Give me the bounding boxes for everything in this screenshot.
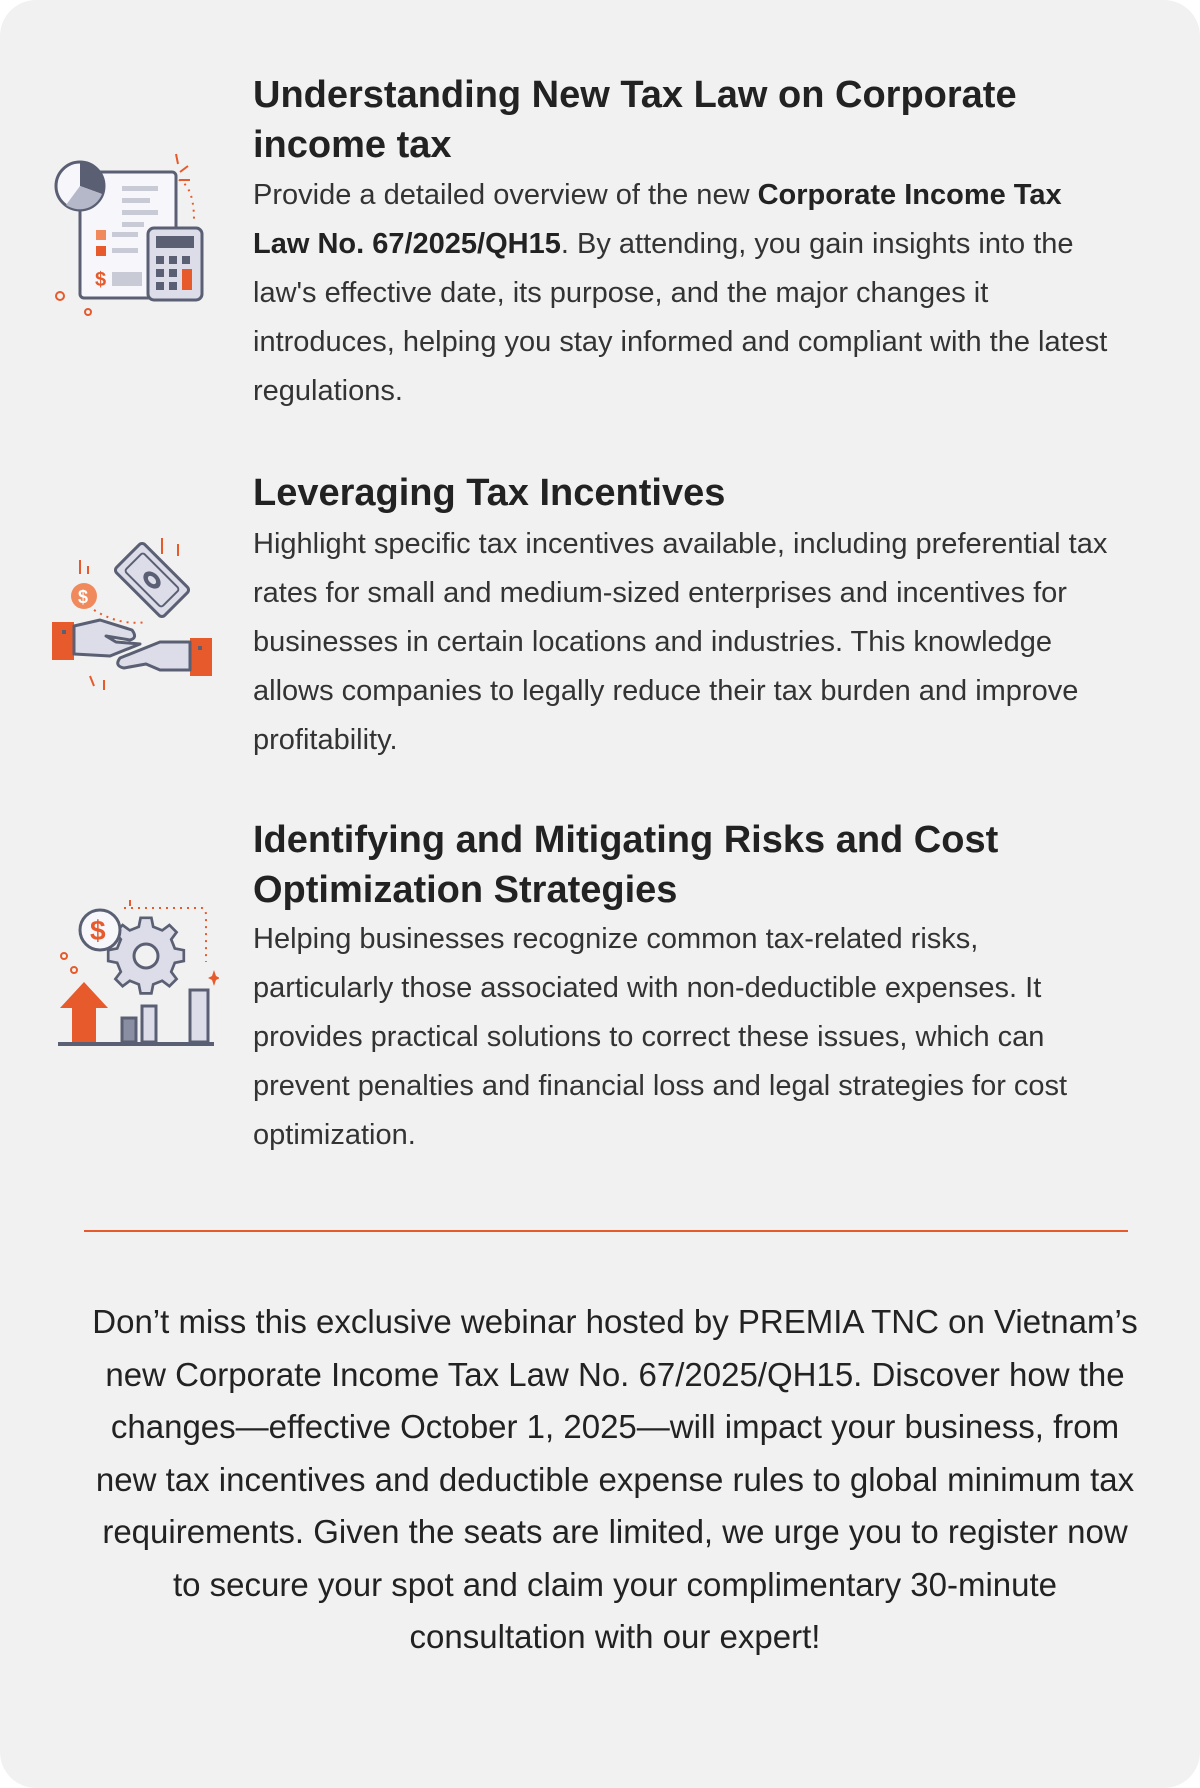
svg-text:$: $ <box>78 587 89 607</box>
divider <box>84 1230 1128 1232</box>
closing-paragraph: Don’t miss this exclusive webinar hosted by PREMIA TNC on Vietnam’s new Corporate Income Tax Law No. 67/2025/QH15. Discover how the changes—effective October 1, 2025—will impact your business, from new tax incentives and deductible expense rules to global minimum tax requirements. Given the seats are limited, we urge you to register now to secure your spot and claim your complimentary 30-minute consultation with our expert! <box>92 1303 1138 1655</box>
section-title: Leveraging Tax Incentives <box>253 472 726 514</box>
svg-text:$: $ <box>95 269 107 291</box>
section-body-text: Provide a detailed overview of the new <box>253 179 758 211</box>
section-title: Identifying and Mitigating Risks and Cost Optimization Strategies <box>253 819 999 911</box>
tax-report-calculator-icon <box>52 150 212 320</box>
section-body-text: . By attending, you gain insights into the law's effective date, its purpose, and the major changes it introduces, helping you stay informed and compliant with the latest regulations. <box>253 228 1108 407</box>
section-body-emphasis: Corporate Income Tax Law No. 67/2025/QH15 <box>253 179 1062 260</box>
section-body: Helping businesses recognize common tax-related risks, particularly those associated with non-deductible expenses. It provides practical solutions to correct these issues, which can prevent penalties and financial loss and legal strategies for cost optimization. <box>253 923 1068 1151</box>
section-title: Understanding New Tax Law on Corporate income tax <box>253 74 1017 166</box>
hand-money-incentive-icon <box>50 530 215 695</box>
section-body <box>253 171 1113 416</box>
svg-text:$: $ <box>90 915 106 946</box>
growth-gear-chart-icon <box>54 898 219 1053</box>
section-body: Highlight specific tax incentives available, including preferential tax rates for small and medium-sized enterprises and incentives for businesses in certain locations and industries. This knowledge allows companies to legally reduce their tax burden and improve profitability. <box>253 528 1108 756</box>
